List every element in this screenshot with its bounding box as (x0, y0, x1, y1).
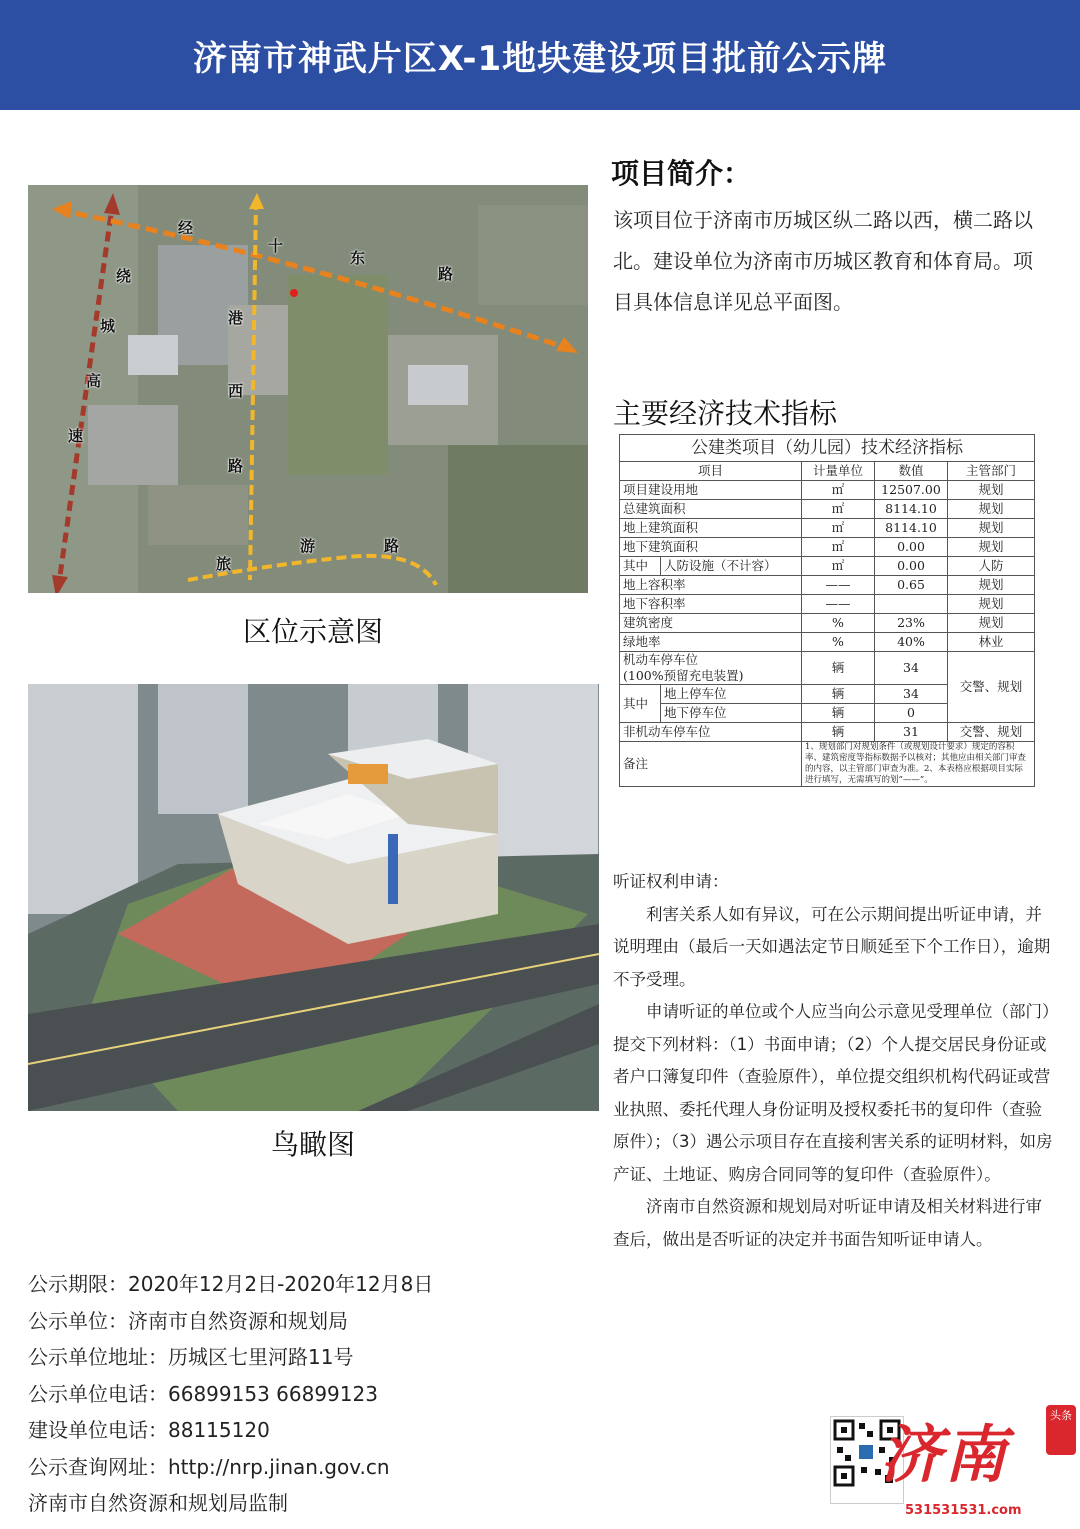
cell: 总建筑面积 (620, 500, 802, 519)
cell: 8114.10 (875, 500, 948, 519)
map-caption: 区位示意图 (242, 615, 383, 648)
cell: 地下停车位 (661, 704, 802, 723)
cell: 辆 (802, 704, 875, 723)
cell: 辆 (802, 685, 875, 704)
cell: 规划 (948, 538, 1035, 557)
cell: 地上容积率 (620, 576, 802, 595)
road-label: 西 (228, 382, 244, 400)
intro-text: 该项目位于济南市历城区纵二路以西，横二路以北。建设单位为济南市历城区教育和体育局。项目具体信息详见总平面图。 (613, 208, 1033, 314)
cell: ㎡ (802, 500, 875, 519)
road-label: 旅 (216, 555, 232, 573)
cell: 34 (875, 685, 948, 704)
remark-text: 1、规划部门对规划条件（或规划设计要求）规定的容积率、建筑密度等指标数据予以核对；其他应由相关部门审查的内容，以主管部门审查为准。2、本表格应根据项目实际进行填写，无需填写的划“——”。 (802, 742, 1035, 787)
cell: 备注 (620, 742, 802, 787)
aerial-view-image (28, 684, 599, 1111)
cell-line: 机动车停车位 (623, 652, 699, 667)
table-row (620, 595, 1035, 614)
notice-period: 公示期限：2020年12月2日-2020年12月8日 (28, 1272, 434, 1296)
notice-unit: 公示单位：济南市自然资源和规划局 (28, 1308, 348, 1333)
cell: % (802, 614, 875, 633)
notice-phone: 公示单位电话：66899153 66899123 (28, 1381, 378, 1406)
table-row (620, 576, 1035, 595)
cell: 其中 (620, 557, 661, 576)
table-row (620, 652, 1035, 685)
notice-info (28, 1266, 433, 1522)
cell: 其中 (620, 685, 661, 723)
aerial-graphic (28, 684, 599, 1111)
cell: 12507.00 (875, 481, 948, 500)
road-label: 十 (268, 237, 284, 255)
hearing-title: 听证权利申请： (613, 872, 729, 891)
hearing-paragraph: 申请听证的单位或个人应当向公示意见受理单位（部门）提交下列材料：（1）书面申请；（2）个人提交居民身份证或者户口簿复印件（查验原件），单位提交组织机构代码证或营业执照、委托代理人身份证明及授权委托书的复印件（查验原件）；（3）遇公示项目存在直接利害关系的证明材料，如房产证、土地证、购房合同同等的复印件（查验原件）。 (613, 1002, 1053, 1184)
road-label: 东 (350, 249, 366, 267)
cell: 0.00 (875, 538, 948, 557)
cell: ㎡ (802, 481, 875, 500)
cell: —— (802, 595, 875, 614)
watermark-badge: 头条 (1046, 1405, 1076, 1455)
cell: 辆 (802, 723, 875, 742)
road-label: 高 (86, 372, 102, 390)
cell (875, 595, 948, 614)
page-header (0, 0, 1080, 110)
road-label: 游 (300, 537, 316, 555)
cell: 交警、规划 (948, 652, 1035, 723)
cell: ㎡ (802, 557, 875, 576)
cell: 地上建筑面积 (620, 519, 802, 538)
cell-line: (100%预留充电装置) (623, 668, 744, 683)
intro-title: 项目简介： (611, 157, 752, 190)
table-row (620, 500, 1035, 519)
cell (620, 652, 802, 685)
cell: 绿地率 (620, 633, 802, 652)
cell: —— (802, 576, 875, 595)
cell: % (802, 633, 875, 652)
hearing-section (613, 866, 1058, 1256)
table-row (620, 538, 1035, 557)
cell: 林业 (948, 633, 1035, 652)
cell: ㎡ (802, 538, 875, 557)
road-label: 速 (68, 427, 84, 445)
page-title: 济南市神武片区X-1地块建设项目批前公示牌 (192, 38, 888, 79)
cell: 非机动车停车位 (620, 723, 802, 742)
cell: 地上停车位 (661, 685, 802, 704)
cell: 人防设施（不计容） (661, 557, 802, 576)
table-row (620, 614, 1035, 633)
map-graphic (28, 185, 588, 593)
location-map (28, 185, 588, 593)
table-title: 公建类项目（幼儿园）技术经济指标 (620, 435, 1035, 462)
hearing-paragraph: 利害关系人如有异议，可在公示期间提出听证申请，并说明理由（最后一天如遇法定节日顺延至下个工作日），逾期不予受理。 (613, 904, 1051, 989)
builder-phone: 建设单位电话：88115120 (28, 1418, 270, 1442)
cell: 人防 (948, 557, 1035, 576)
table-row (620, 557, 1035, 576)
road-label: 港 (228, 309, 244, 327)
notice-website[interactable]: 公示查询网址：http://nrp.jinan.gov.cn (28, 1454, 390, 1479)
table-row (620, 481, 1035, 500)
road-label: 城 (100, 317, 116, 335)
header-cell: 项目 (620, 462, 802, 481)
cell: 23% (875, 614, 948, 633)
cell: 规划 (948, 519, 1035, 538)
cell: 0.00 (875, 557, 948, 576)
table-row (620, 519, 1035, 538)
cell: 规划 (948, 576, 1035, 595)
cell: 8114.10 (875, 519, 948, 538)
table-row (620, 742, 1035, 787)
hearing-paragraph: 济南市自然资源和规划局对听证申请及相关材料进行审查后，做出是否听证的决定并书面告知听证申请人。 (613, 1197, 1042, 1249)
cell: 规划 (948, 614, 1035, 633)
cell: 40% (875, 633, 948, 652)
cell: 34 (875, 652, 948, 685)
indicators-table (619, 434, 1035, 787)
cell: 规划 (948, 481, 1035, 500)
header-cell: 计量单位 (802, 462, 875, 481)
aerial-caption: 鸟瞰图 (270, 1128, 355, 1161)
header-cell: 数值 (875, 462, 948, 481)
cell: ㎡ (802, 519, 875, 538)
header-cell: 主管部门 (948, 462, 1035, 481)
road-label: 经 (178, 219, 194, 237)
cell: 辆 (802, 652, 875, 685)
road-label: 路 (438, 265, 454, 283)
watermark-site: 531531531.com (905, 1503, 1022, 1518)
cell: 项目建设用地 (620, 481, 802, 500)
cell: 规划 (948, 595, 1035, 614)
cell: 0 (875, 704, 948, 723)
cell: 0.65 (875, 576, 948, 595)
road-label: 路 (228, 457, 244, 475)
notice-address: 公示单位地址：历城区七里河路11号 (28, 1345, 354, 1369)
cell: 交警、规划 (948, 723, 1035, 742)
table-header-row (620, 462, 1035, 481)
cell: 31 (875, 723, 948, 742)
cell: 地下建筑面积 (620, 538, 802, 557)
cell: 规划 (948, 500, 1035, 519)
road-label: 绕 (116, 267, 132, 285)
watermark-logo: 济南 (880, 1418, 1009, 1491)
table-row (620, 723, 1035, 742)
cell: 建筑密度 (620, 614, 802, 633)
indicators-title: 主要经济技术指标 (613, 397, 838, 430)
cell: 地下容积率 (620, 595, 802, 614)
supervisor: 济南市自然资源和规划局监制 (28, 1491, 288, 1515)
table-row (620, 633, 1035, 652)
road-label: 路 (384, 537, 400, 555)
